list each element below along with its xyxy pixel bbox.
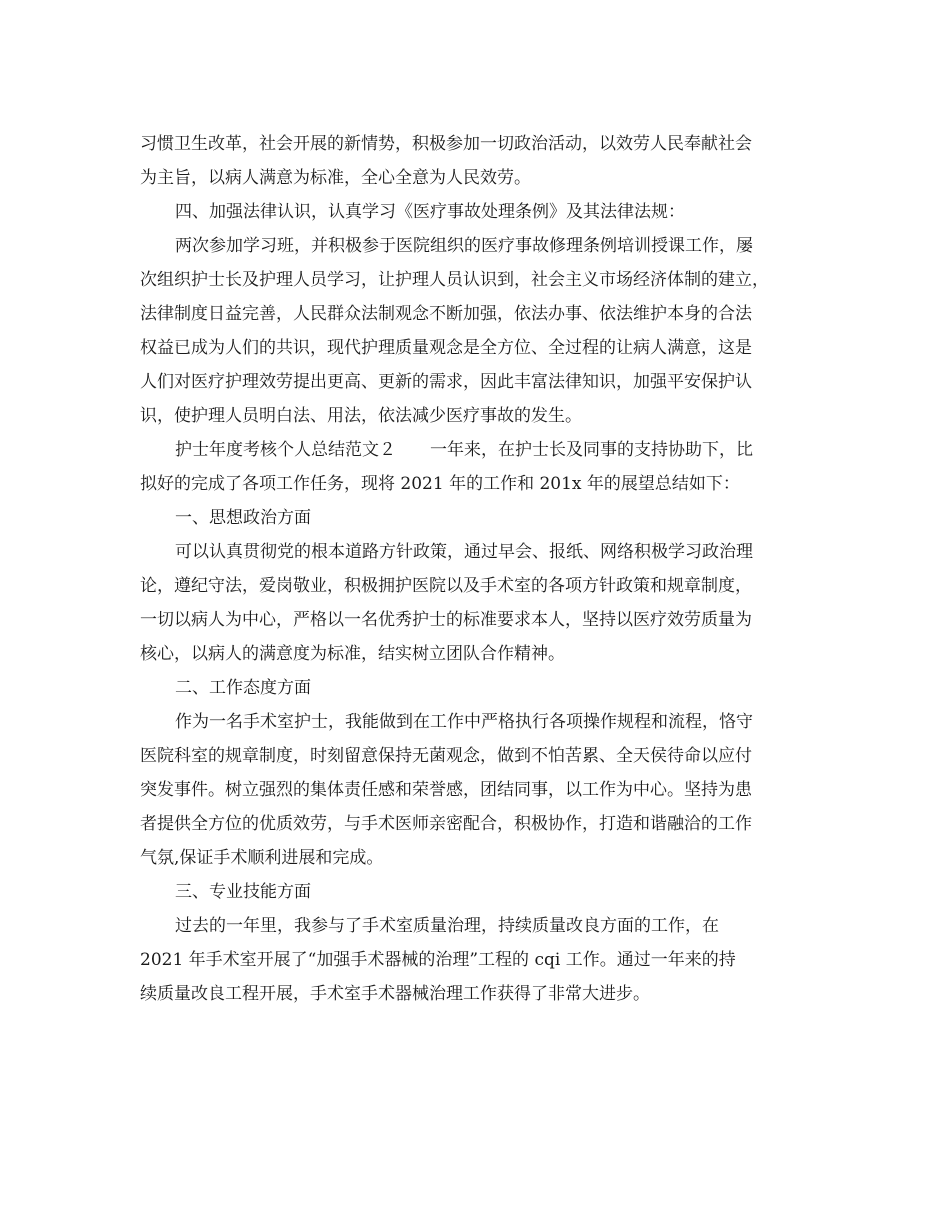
text-line: 次组织护士长及护理人员学习，让护理人员认识到，社会主义市场经济体制的建立， bbox=[140, 270, 769, 290]
section-heading-attitude: 二、工作态度方面 bbox=[175, 678, 311, 698]
text-line: 护士年度考核个人总结范文２ 一年来，在护士长及同事的支持协助下，比 bbox=[175, 440, 753, 460]
text-line: 突发事件。树立强烈的集体责任感和荣誉感，团结同事，以工作为中心。坚持为患 bbox=[140, 780, 752, 800]
section-heading-skills: 三、专业技能方面 bbox=[175, 882, 311, 902]
section-heading-political: 一、思想政治方面 bbox=[175, 508, 311, 528]
document-body bbox=[140, 127, 830, 1011]
section-heading-four: 四、加强法律认识，认真学习《医疗事故处理条例》及其法律法规： bbox=[175, 202, 685, 222]
text-line: 论，遵纪守法，爱岗敬业，积极拥护医院以及手术室的各项方针政策和规章制度， bbox=[140, 576, 752, 596]
text-line: 人们对医疗护理效劳提出更高、更新的需求，因此丰富法律知识，加强平安保护认 bbox=[140, 372, 752, 392]
text-line: 两次参加学习班，并积极参于医院组织的医疗事故修理条例培训授课工作，屡 bbox=[175, 236, 753, 256]
text-line: 续质量改良工程开展，手术室手术器械治理工作获得了非常大进步。 bbox=[140, 984, 650, 1004]
text-line: 医院科室的规章制度，时刻留意保持无菌观念，做到不怕苦累、全天侯待命以应付 bbox=[140, 746, 752, 766]
text-line: 法律制度日益完善，人民群众法制观念不断加强，依法办事、依法维护本身的合法 bbox=[140, 304, 752, 324]
text-line: 作为一名手术室护士，我能做到在工作中严格执行各项操作规程和流程，恪守 bbox=[175, 712, 753, 732]
text-line: 权益已成为人们的共识，现代护理质量观念是全方位、全过程的让病人满意，这是 bbox=[140, 338, 752, 358]
text-line: 者提供全方位的优质效劳，与手术医师亲密配合，积极协作，打造和谐融洽的工作 bbox=[140, 814, 752, 834]
text-line: 核心，以病人的满意度为标准，结实树立团队合作精神。 bbox=[140, 644, 565, 664]
text-line: 可以认真贯彻党的根本道路方针政策，通过早会、报纸、网络积极学习政治理 bbox=[175, 542, 753, 562]
text-line: 习惯卫生改革，社会开展的新情势，积极参加一切政治活动，以效劳人民奉献社会 bbox=[140, 134, 752, 154]
text-line: 2021 年手术室开展了“加强手术器械的治理”工程的 cqi 工作。通过一年来的持 bbox=[140, 950, 736, 970]
text-line: 过去的一年里，我参与了手术室质量治理，持续质量改良方面的工作，在 bbox=[175, 916, 719, 936]
text-line: 为主旨，以病人满意为标准，全心全意为人民效劳。 bbox=[140, 168, 531, 188]
text-line: 一切以病人为中心，严格以一名优秀护士的标准要求本人，坚持以医疗效劳质量为 bbox=[140, 610, 752, 630]
text-line: 识，使护理人员明白法、用法，依法减少医疗事故的发生。 bbox=[140, 406, 582, 426]
text-line: 气氛,保证手术顺利进展和完成。 bbox=[140, 848, 384, 868]
text-line: 拟好的完成了各项工作任务，现将 2021 年的工作和 201x 年的展望总结如下： bbox=[140, 474, 740, 494]
